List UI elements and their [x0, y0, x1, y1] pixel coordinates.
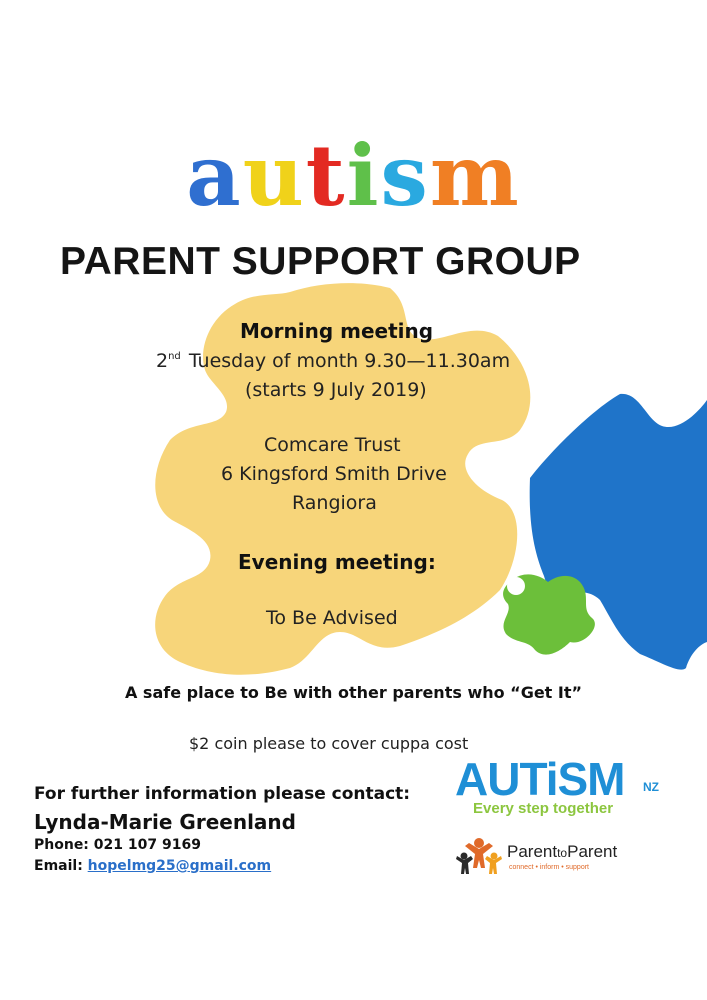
title-letter: m [429, 126, 521, 225]
contact-phone: Phone: 021 107 9169 [34, 837, 201, 853]
autism-title [0, 128, 707, 224]
venue-name: Comcare Trust [264, 434, 401, 456]
evening-heading: Evening meeting: [238, 550, 436, 574]
parent-to-parent-tagline: connect • inform • support [509, 864, 589, 871]
title-letter: u [242, 126, 306, 225]
title-letter: i [346, 126, 381, 225]
contact-heading: For further information please contact: [34, 784, 411, 804]
schedule-text: Tuesday of month 9.30—11.30am [188, 350, 511, 372]
morning-heading: Morning meeting [240, 319, 434, 343]
evening-detail: To Be Advised [266, 607, 398, 629]
day-suffix: nd [168, 351, 181, 362]
email-link[interactable]: hopelmg25@gmail.com [87, 858, 272, 874]
figures-icon [455, 834, 503, 880]
venue-town: Rangiora [292, 492, 377, 514]
morning-schedule [156, 350, 510, 372]
p2p-name-middle: to [557, 846, 568, 860]
morning-start-date: (starts 9 July 2019) [245, 379, 427, 401]
tagline: A safe place to Be with other parents who “Get It” [124, 683, 583, 702]
contact-email-row [34, 858, 271, 874]
parent-to-parent-name [507, 842, 617, 862]
green-puzzle-knob [507, 577, 525, 595]
autism-nz-logo [455, 754, 665, 824]
p2p-name-start: Parent [507, 842, 558, 861]
title-letter: s [380, 126, 430, 225]
title-letter: t [305, 126, 347, 225]
autism-nz-suffix: NZ [643, 780, 659, 794]
autism-nz-wordmark: AUTiSM [455, 753, 625, 805]
parent-to-parent-logo [455, 834, 655, 884]
autism-nz-tagline: Every step together [473, 800, 614, 817]
p2p-name-end: Parent [567, 842, 618, 861]
page-subtitle: PARENT SUPPORT GROUP [60, 240, 581, 283]
email-label: Email: [34, 858, 83, 874]
cost-note: $2 coin please to cover cuppa cost [189, 734, 469, 753]
title-letter: a [186, 126, 243, 225]
venue-street: 6 Kingsford Smith Drive [221, 463, 447, 485]
contact-name: Lynda-Marie Greenland [34, 810, 296, 834]
day-number: 2 [156, 350, 169, 372]
